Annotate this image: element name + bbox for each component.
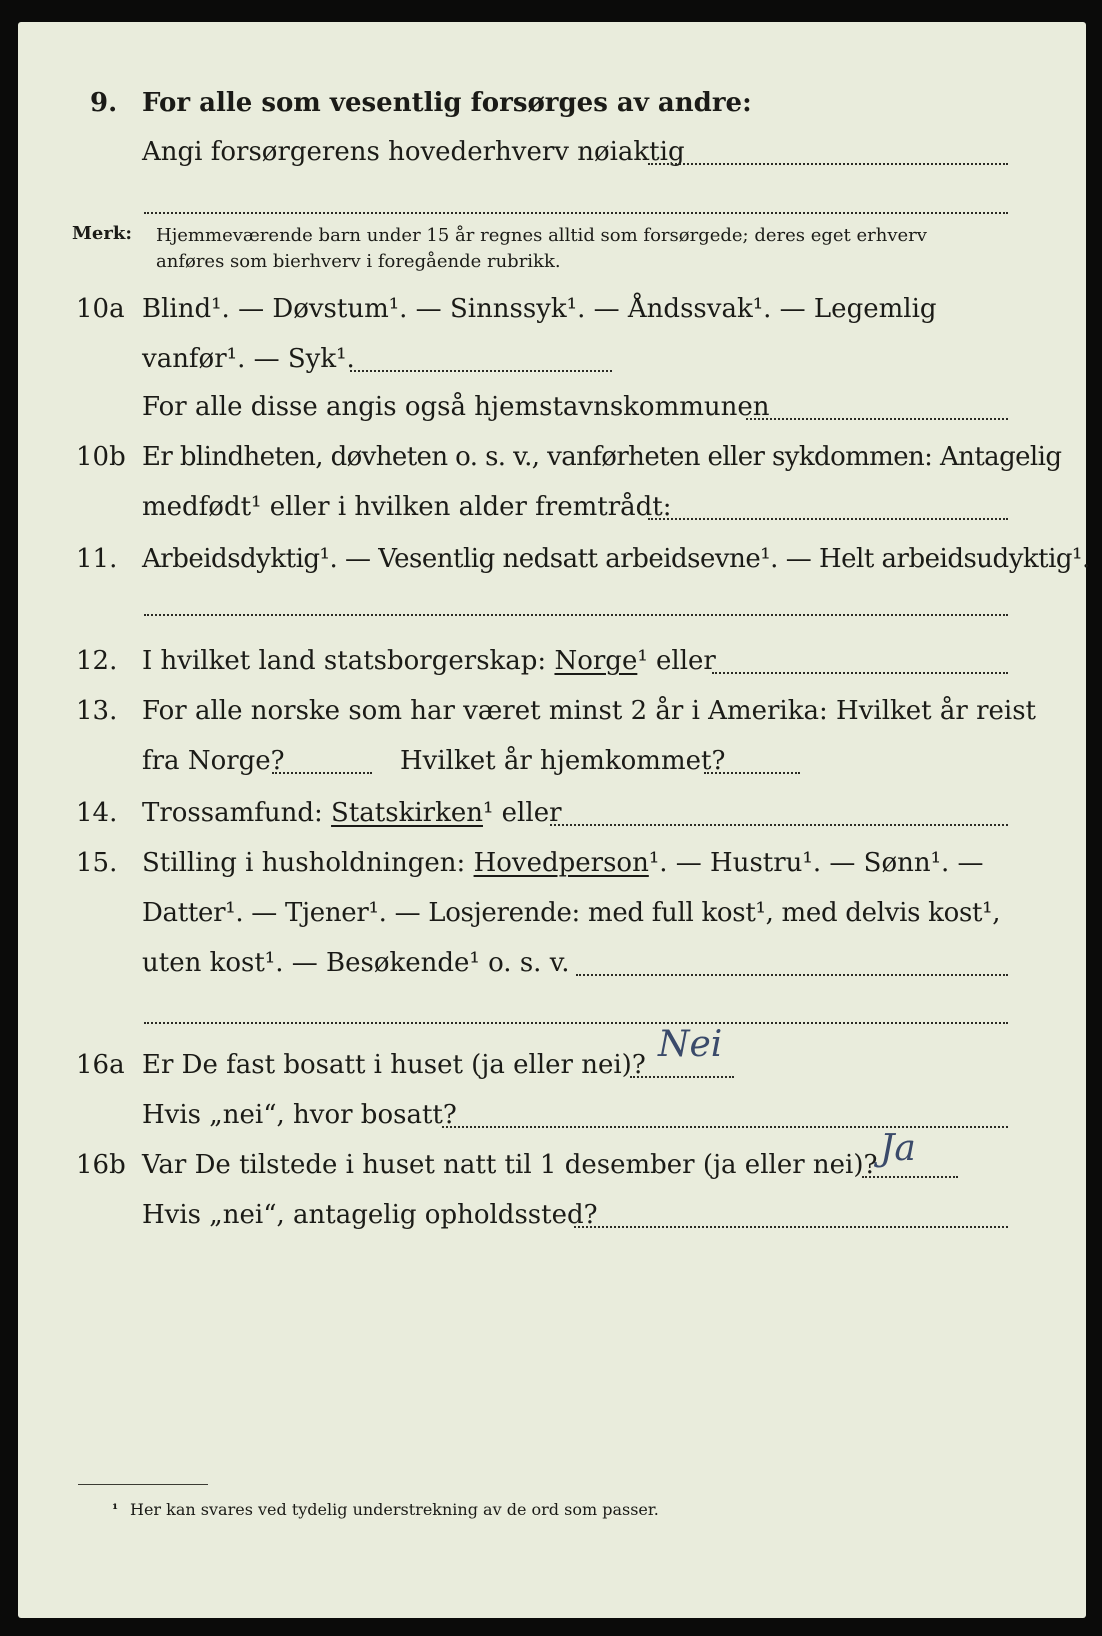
q16a-followup-line[interactable] bbox=[442, 1126, 1008, 1128]
q12-prompt: I hvilket land statsborgerskap: bbox=[142, 646, 555, 676]
q9-number: 9. bbox=[90, 88, 118, 118]
q16a-question: Er De fast bosatt i huset (ja eller nei)? bbox=[142, 1050, 646, 1080]
q16b-answer-line[interactable] bbox=[862, 1176, 958, 1178]
q14-selected-option[interactable]: Statskirken bbox=[331, 798, 483, 828]
q12-answer-line[interactable] bbox=[712, 672, 1008, 674]
q13-number: 13. bbox=[76, 696, 118, 726]
q15-line-2: Datter¹. — Tjener¹. — Losjerende: med full kost¹, med delvis kost¹, bbox=[142, 898, 1001, 928]
q15-options-1: ¹. — Hustru¹. — Sønn¹. — bbox=[648, 848, 984, 878]
q15-line-1 bbox=[142, 848, 984, 878]
q16b-handwritten-answer[interactable]: Ja bbox=[880, 1128, 916, 1169]
q9-answer-line-2[interactable] bbox=[144, 212, 1008, 214]
q14-answer-line[interactable] bbox=[550, 824, 1008, 826]
q10b-number: 10b bbox=[76, 442, 126, 472]
q15-number: 15. bbox=[76, 848, 118, 878]
q12-question bbox=[142, 646, 716, 676]
q15-selected-option[interactable]: Hovedperson bbox=[473, 848, 649, 878]
merk-line-2: anføres som bierhverv i foregående rubrikk. bbox=[156, 251, 561, 272]
q15-answer-line[interactable] bbox=[576, 974, 1008, 976]
q14-number: 14. bbox=[76, 798, 118, 828]
q10a-answer-line[interactable] bbox=[350, 370, 612, 372]
q14-suffix: ¹ eller bbox=[482, 798, 562, 828]
q10b-line-2: medfødt¹ eller i hvilken alder fremtrådt: bbox=[142, 492, 672, 522]
q15-answer-line-2[interactable] bbox=[144, 1022, 1008, 1024]
q13-return-line[interactable] bbox=[704, 772, 800, 774]
q10a-hometown-line[interactable] bbox=[746, 418, 1008, 420]
q11-number: 11. bbox=[76, 544, 118, 574]
census-form-page bbox=[18, 22, 1090, 1618]
q15-prompt: Stilling i husholdningen: bbox=[142, 848, 474, 878]
q14-prompt: Trossamfund: bbox=[142, 798, 332, 828]
q16a-handwritten-answer[interactable]: Nei bbox=[658, 1024, 723, 1065]
q16b-followup: Hvis „nei“, antagelig opholdssted? bbox=[142, 1200, 598, 1230]
q16a-answer-line[interactable] bbox=[630, 1076, 734, 1078]
merk-label: Merk: bbox=[72, 223, 132, 244]
q9-heading: For alle som vesentlig forsørges av andre: bbox=[142, 88, 752, 118]
q16a-followup: Hvis „nei“, hvor bosatt? bbox=[142, 1100, 457, 1130]
q10a-line-3: For alle disse angis også hjemstavnskommunen bbox=[142, 392, 770, 422]
q9-answer-line[interactable] bbox=[648, 163, 1008, 165]
q12-selected-option[interactable]: Norge bbox=[554, 646, 638, 676]
footnote-divider bbox=[78, 1484, 208, 1485]
q11-options: Arbeidsdyktig¹. — Vesentlig nedsatt arbeidsevne¹. — Helt arbeidsudyktig¹. bbox=[142, 544, 1090, 574]
q16b-question: Var De tilstede i huset natt til 1 desember (ja eller nei)? bbox=[142, 1150, 878, 1180]
q15-line-3: uten kost¹. — Besøkende¹ o. s. v. bbox=[142, 948, 570, 978]
q13-departure-line[interactable] bbox=[272, 772, 372, 774]
q12-number: 12. bbox=[76, 646, 118, 676]
q12-suffix: ¹ eller bbox=[637, 646, 716, 676]
q13-departure-prompt: fra Norge? bbox=[142, 746, 285, 776]
q10a-number: 10a bbox=[76, 294, 125, 324]
q9-prompt: Angi forsørgerens hovederhverv nøiaktig bbox=[142, 137, 685, 167]
q16b-number: 16b bbox=[76, 1150, 126, 1180]
q10a-line-2: vanfør¹. — Syk¹. bbox=[142, 344, 355, 374]
q16b-followup-line[interactable] bbox=[574, 1226, 1008, 1228]
q11-answer-line[interactable] bbox=[144, 614, 1008, 616]
q14-question bbox=[142, 798, 562, 828]
footnote-text: Her kan svares ved tydelig understrekning av de ord som passer. bbox=[130, 1500, 659, 1519]
q10a-line-1: Blind¹. — Døvstum¹. — Sinnssyk¹. — Åndssvak¹. — Legemlig bbox=[142, 294, 937, 324]
footnote-marker: ¹ bbox=[112, 1502, 119, 1518]
q13-line-1: For alle norske som har været minst 2 år i Amerika: Hvilket år reist bbox=[142, 696, 1036, 726]
q13-return-prompt: Hvilket år hjemkommet? bbox=[400, 746, 726, 776]
q10b-answer-line[interactable] bbox=[648, 518, 1008, 520]
merk-line-1: Hjemmeværende barn under 15 år regnes alltid som forsørgede; deres eget erhverv bbox=[156, 225, 927, 246]
q10b-line-1: Er blindheten, døvheten o. s. v., vanførheten eller sykdommen: Antagelig bbox=[142, 442, 1062, 472]
q16a-number: 16a bbox=[76, 1050, 125, 1080]
